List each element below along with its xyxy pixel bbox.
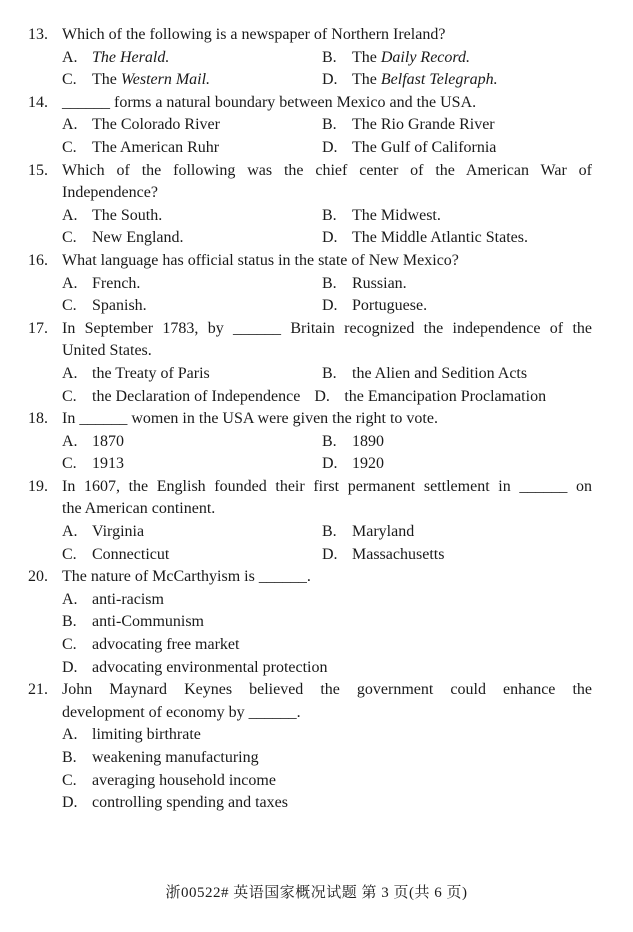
question-body	[62, 408, 592, 476]
question-body	[62, 24, 592, 92]
option-b	[322, 431, 384, 454]
option-text: The	[92, 71, 121, 89]
option-text: Maryland	[352, 523, 415, 541]
option-text: The Colorado River	[92, 116, 220, 134]
question-stem: In September 1783, by ______ Britain recognized the independence of the	[62, 319, 592, 337]
option-label: A.	[62, 364, 78, 382]
option-text: Massachusetts	[352, 545, 445, 563]
question-number: 21.	[28, 681, 48, 699]
option-text: The Gulf of California	[352, 138, 497, 156]
question-stem-continued: the American continent.	[62, 500, 216, 518]
question-number: 19.	[28, 477, 48, 495]
question-number: 13.	[28, 26, 48, 43]
option-text: 1913	[92, 455, 124, 473]
option-b	[62, 611, 204, 634]
option-text: 1890	[352, 432, 384, 450]
option-label: A.	[62, 116, 78, 134]
option-label: D.	[322, 297, 338, 315]
options-row	[62, 47, 592, 70]
option-text: 1870	[92, 432, 124, 450]
option-c	[62, 137, 322, 160]
question-stem: ______ forms a natural boundary between Mexico and the USA.	[62, 93, 477, 111]
question-13	[28, 24, 592, 92]
option-a	[62, 589, 164, 612]
option-label: B.	[322, 523, 337, 541]
option-label: D.	[314, 387, 330, 405]
options-row	[62, 589, 592, 612]
option-text: weakening manufacturing	[92, 749, 259, 766]
option-d	[322, 544, 444, 567]
option-b	[322, 273, 407, 296]
option-text-italic: Daily Record.	[380, 48, 471, 66]
options-row	[62, 634, 592, 657]
option-label: B.	[62, 749, 77, 766]
option-label: D.	[322, 455, 338, 473]
option-c	[62, 453, 322, 476]
option-label: A.	[62, 726, 78, 744]
options-row	[62, 114, 592, 137]
option-label: A.	[62, 432, 78, 450]
option-text-italic: The Herald.	[92, 48, 170, 66]
option-c	[62, 386, 300, 409]
option-label: C.	[62, 545, 77, 563]
options-row	[62, 453, 592, 476]
option-text: advocating free market	[92, 636, 240, 654]
question-number: 14.	[28, 93, 48, 111]
option-label: A.	[62, 274, 78, 292]
question-body	[62, 250, 592, 318]
option-a	[62, 363, 322, 386]
option-label: A.	[62, 48, 78, 66]
options-row	[62, 431, 592, 454]
option-label: C.	[62, 771, 77, 789]
option-c	[62, 634, 239, 657]
option-text: the Treaty of Paris	[92, 364, 210, 382]
option-a	[62, 431, 322, 454]
option-label: B.	[322, 274, 337, 292]
question-number: 18.	[28, 410, 48, 428]
option-label: C.	[62, 229, 77, 247]
option-label: C.	[62, 636, 77, 654]
option-label: D.	[62, 794, 78, 812]
option-label: B.	[322, 206, 337, 224]
option-text: limiting birthrate	[92, 726, 201, 744]
question-stem-continued: Independence?	[62, 184, 158, 202]
option-label: A.	[62, 523, 78, 541]
option-d	[62, 657, 327, 680]
option-c	[62, 227, 322, 250]
question-stem: The nature of McCarthyism is ______.	[62, 568, 311, 586]
option-b	[62, 747, 259, 770]
question-17	[28, 318, 592, 408]
option-label: C.	[62, 297, 77, 315]
option-text: the Alien and Sedition Acts	[352, 364, 528, 382]
question-stem-continued: development of economy by ______.	[62, 703, 301, 721]
option-text: The Rio Grande River	[352, 116, 495, 134]
question-stem-continued: United States.	[62, 342, 152, 360]
option-d	[322, 137, 496, 160]
question-15	[28, 160, 592, 250]
question-18	[28, 408, 592, 476]
question-body	[62, 318, 592, 408]
option-b	[322, 205, 441, 228]
option-d	[62, 792, 288, 815]
option-a	[62, 114, 322, 137]
options-row	[62, 747, 592, 770]
option-text: The Middle Atlantic States.	[352, 229, 528, 247]
question-14	[28, 92, 592, 160]
question-number: 17.	[28, 319, 48, 337]
option-label: D.	[322, 71, 338, 89]
question-16	[28, 250, 592, 318]
option-label: D.	[62, 658, 78, 676]
option-text: the Emancipation Proclamation	[344, 387, 547, 405]
option-label: C.	[62, 71, 77, 89]
options-row	[62, 273, 592, 296]
option-text: Virginia	[92, 523, 145, 541]
option-text-italic: Western Mail.	[120, 71, 211, 89]
option-c	[62, 295, 322, 318]
option-label: C.	[62, 455, 77, 473]
option-c	[62, 544, 322, 567]
option-a	[62, 724, 201, 747]
question-body	[62, 476, 592, 566]
question-19	[28, 476, 592, 566]
options-row	[62, 205, 592, 228]
option-b	[322, 363, 527, 386]
option-d	[322, 69, 498, 92]
question-20	[28, 566, 592, 679]
option-label: D.	[322, 545, 338, 563]
options-row	[62, 657, 592, 680]
options-row	[62, 611, 592, 634]
option-d	[314, 386, 546, 409]
option-a	[62, 205, 322, 228]
option-text: Russian.	[352, 274, 407, 292]
options-row	[62, 792, 592, 815]
question-body	[62, 160, 592, 250]
options-row	[62, 137, 592, 160]
option-label: D.	[322, 138, 338, 156]
question-body	[62, 566, 592, 679]
option-text: anti-racism	[92, 590, 164, 608]
option-label: B.	[62, 613, 77, 631]
question-stem: Which of the following is a newspaper of Northern Ireland?	[62, 26, 446, 43]
question-number: 16.	[28, 251, 48, 269]
option-text: New England.	[92, 229, 184, 247]
option-text: Connecticut	[92, 545, 170, 563]
option-d	[322, 453, 384, 476]
question-stem: In ______ women in the USA were given the right to vote.	[62, 410, 438, 428]
option-text: The	[352, 71, 381, 89]
option-text: The South.	[92, 206, 163, 224]
option-c	[62, 69, 322, 92]
option-text: anti-Communism	[92, 613, 204, 631]
option-label: C.	[62, 387, 77, 405]
option-label: A.	[62, 206, 78, 224]
options-row	[62, 770, 592, 793]
options-row	[62, 227, 592, 250]
options-row	[62, 544, 592, 567]
option-d	[322, 227, 528, 250]
option-label: A.	[62, 590, 78, 608]
question-body	[62, 92, 592, 160]
option-a	[62, 273, 322, 296]
option-text: Portuguese.	[352, 297, 428, 315]
option-b	[322, 114, 495, 137]
options-row	[62, 295, 592, 318]
option-text: averaging household income	[92, 771, 276, 789]
option-text: 1920	[352, 455, 384, 473]
question-21	[28, 679, 592, 815]
option-a	[62, 521, 322, 544]
options-row	[62, 69, 592, 92]
option-text: The	[352, 48, 381, 66]
options-row	[62, 386, 592, 409]
option-a	[62, 47, 322, 70]
option-c	[62, 770, 276, 793]
options-row	[62, 724, 592, 747]
question-stem: In 1607, the English founded their first permanent settlement in ______ on	[62, 477, 592, 495]
option-label: B.	[322, 364, 337, 382]
option-text: Spanish.	[92, 297, 147, 315]
option-label: D.	[322, 229, 338, 247]
question-stem: Which of the following was the chief center of the American War of	[62, 161, 592, 179]
option-text: French.	[92, 274, 141, 292]
option-text: the Declaration of Independence	[92, 387, 301, 405]
question-stem: What language has official status in the state of New Mexico?	[62, 251, 459, 269]
option-b	[322, 47, 470, 70]
option-text: The American Ruhr	[92, 138, 220, 156]
option-b	[322, 521, 414, 544]
page-footer: 浙00522# 英语国家概况试题 第 3 页(共 6 页)	[165, 885, 468, 901]
question-stem: John Maynard Keynes believed the government could enhance the	[62, 681, 592, 699]
question-number: 15.	[28, 161, 48, 179]
options-row	[62, 521, 592, 544]
option-label: B.	[322, 432, 337, 450]
option-text: controlling spending and taxes	[92, 794, 288, 812]
option-text: The Midwest.	[352, 206, 441, 224]
options-row	[62, 363, 592, 386]
option-text: advocating environmental protection	[92, 658, 328, 676]
option-d	[322, 295, 427, 318]
option-text-italic: Belfast Telegraph.	[380, 71, 498, 89]
question-body	[62, 679, 592, 815]
option-label: B.	[322, 116, 337, 134]
question-number: 20.	[28, 568, 48, 586]
option-label: C.	[62, 138, 77, 156]
option-label: B.	[322, 48, 337, 66]
